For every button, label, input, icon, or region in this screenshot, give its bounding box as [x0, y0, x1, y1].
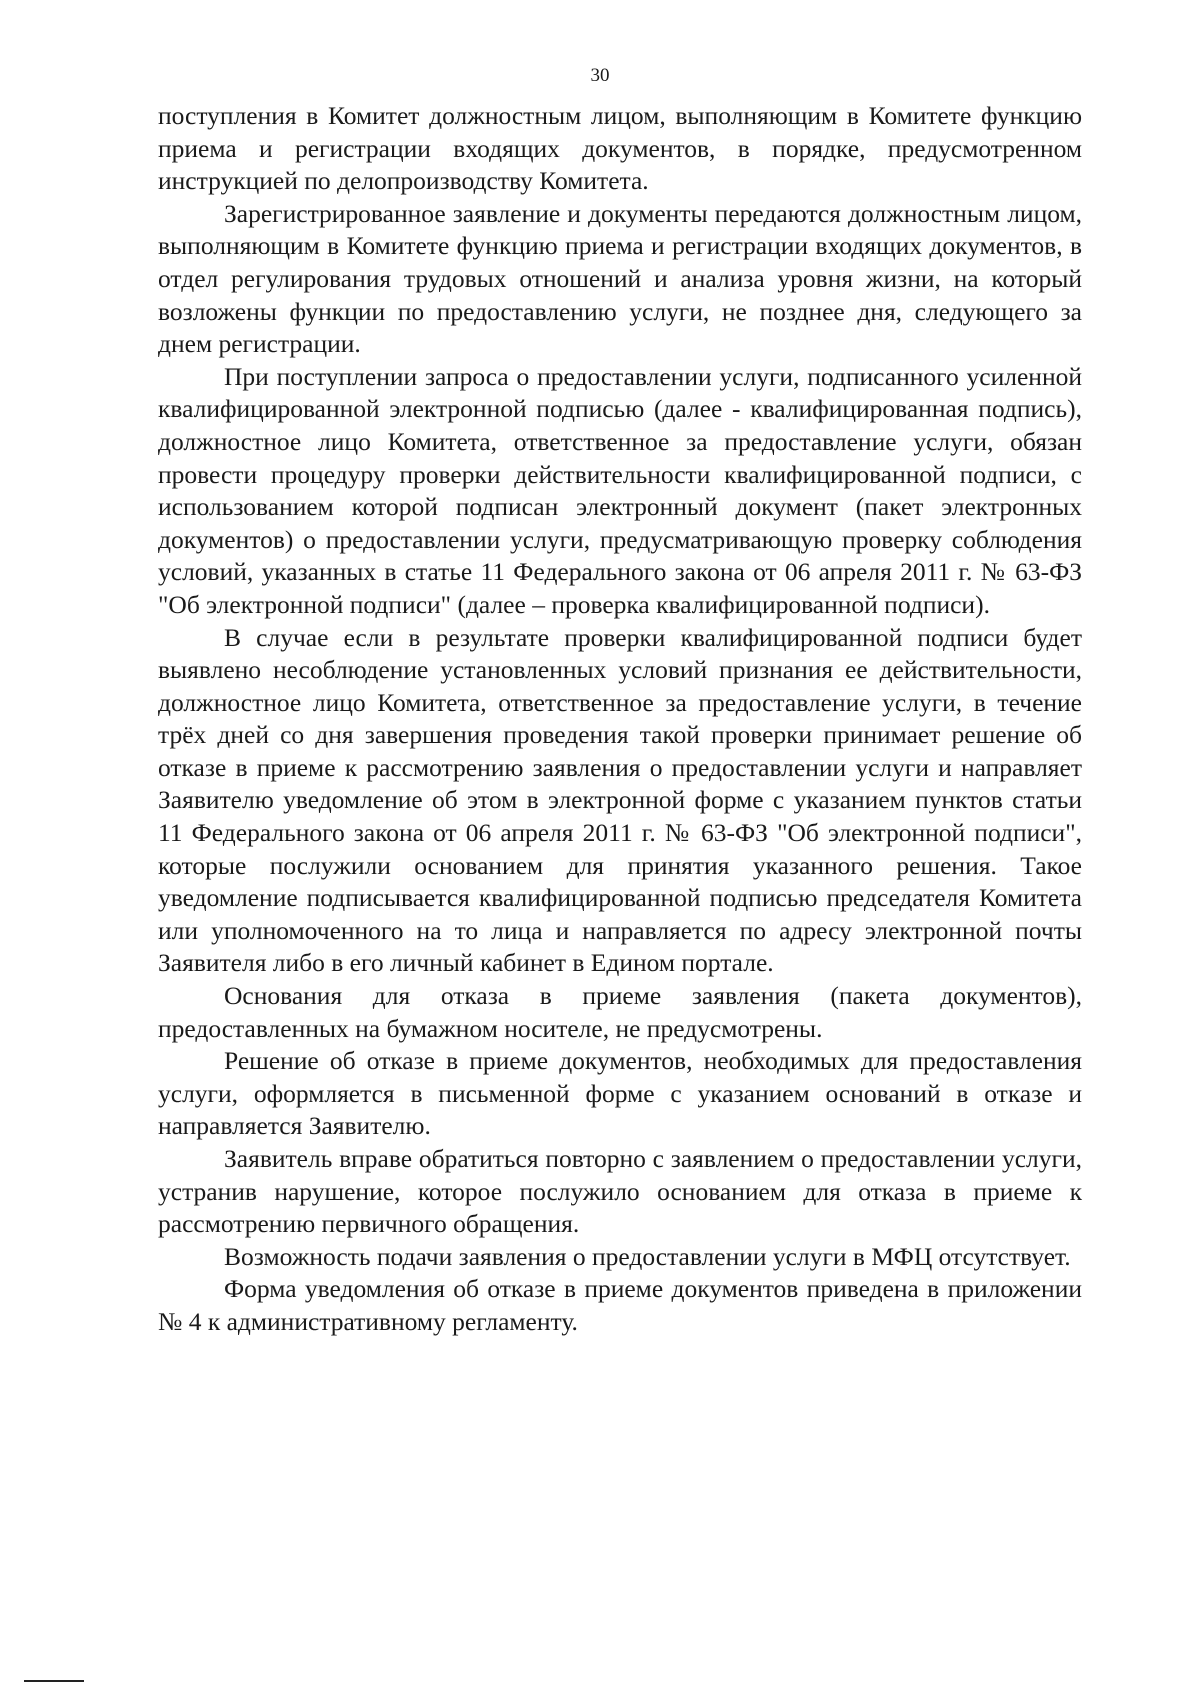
paragraph-repeat-application: Заявитель вправе обратиться повторно с заявлением о предоставлении услуги, устранив нарушение, которое послужило основанием для отказа в приеме к рассмотрению первичного обращения. [158, 1144, 1082, 1239]
scan-margin-mark [24, 1680, 84, 1682]
document-body [158, 100, 1082, 1339]
paragraph-notice-form: Форма уведомления об отказе в приеме документов приведена в приложении № 4 к административному регламенту. [158, 1274, 1082, 1336]
page-number: 30 [590, 65, 610, 86]
paragraph-refusal-decision: Решение об отказе в приеме документов, необходимых для предоставления услуги, оформляется в письменной форме с указанием оснований в отказе и направляется Заявителю. [158, 1046, 1082, 1141]
paragraph-continuation: поступления в Комитет должностным лицом, выполняющим в Комитете функцию приема и регистрации входящих документов, в порядке, предусмотренном инструкцией по делопроизводству Комитета. [158, 101, 1082, 196]
paragraph-mfc-availability: Возможность подачи заявления о предоставлении услуги в МФЦ отсутствует. [224, 1241, 1071, 1271]
paragraph-signature-violation: В случае если в результате проверки квалифицированной подписи будет выявлено несоблюдение установленных условий признания ее действительности, должностное лицо Комитета, ответственное за предоставление услуги, в течение трёх дней со дня завершения проведения такой проверки принимает решение об отказе в приеме к рассмотрению заявления о предоставлении услуги и направляет Заявителю уведомление об этом в электронной форме с указанием пунктов статьи 11 Федерального закона от 06 апреля 2011 г. № 63-ФЗ "Об электронной подписи", которые послужили основанием для принятия указанного решения. Такое уведомление подписывается квалифицированной подписью председателя Комитета или уполномоченного на то лица и направляется по адресу электронной почты Заявителя либо в его личный кабинет в Едином портале. [158, 622, 1082, 978]
paragraph-registration-transfer: Зарегистрированное заявление и документы передаются должностным лицом, выполняющим в Комитете функцию приема и регистрации входящих документов, в отдел регулирования трудовых отношений и анализа уровня жизни, на который возложены функции по предоставлению услуги, не позднее дня, следующего за днем регистрации. [158, 198, 1082, 359]
paragraph-signature-check: При поступлении запроса о предоставлении услуги, подписанного усиленной квалифицированной электронной подписью (далее - квалифицированная подпись), должностное лицо Комитета, ответственное за предоставление услуги, обязан провести процедуру проверки действительности квалифицированной подписи, с использованием которой подписан электронный документ (пакет электронных документов) о предоставлении услуги, предусматривающую проверку соблюдения условий, указанных в статье 11 Федерального закона от 06 апреля 2011 г. № 63-ФЗ "Об электронной подписи" (далее – проверка квалифицированной подписи). [158, 361, 1082, 619]
paragraph-paper-refusal-grounds: Основания для отказа в приеме заявления (пакета документов), предоставленных на бумажном носителе, не предусмотрены. [158, 981, 1082, 1043]
